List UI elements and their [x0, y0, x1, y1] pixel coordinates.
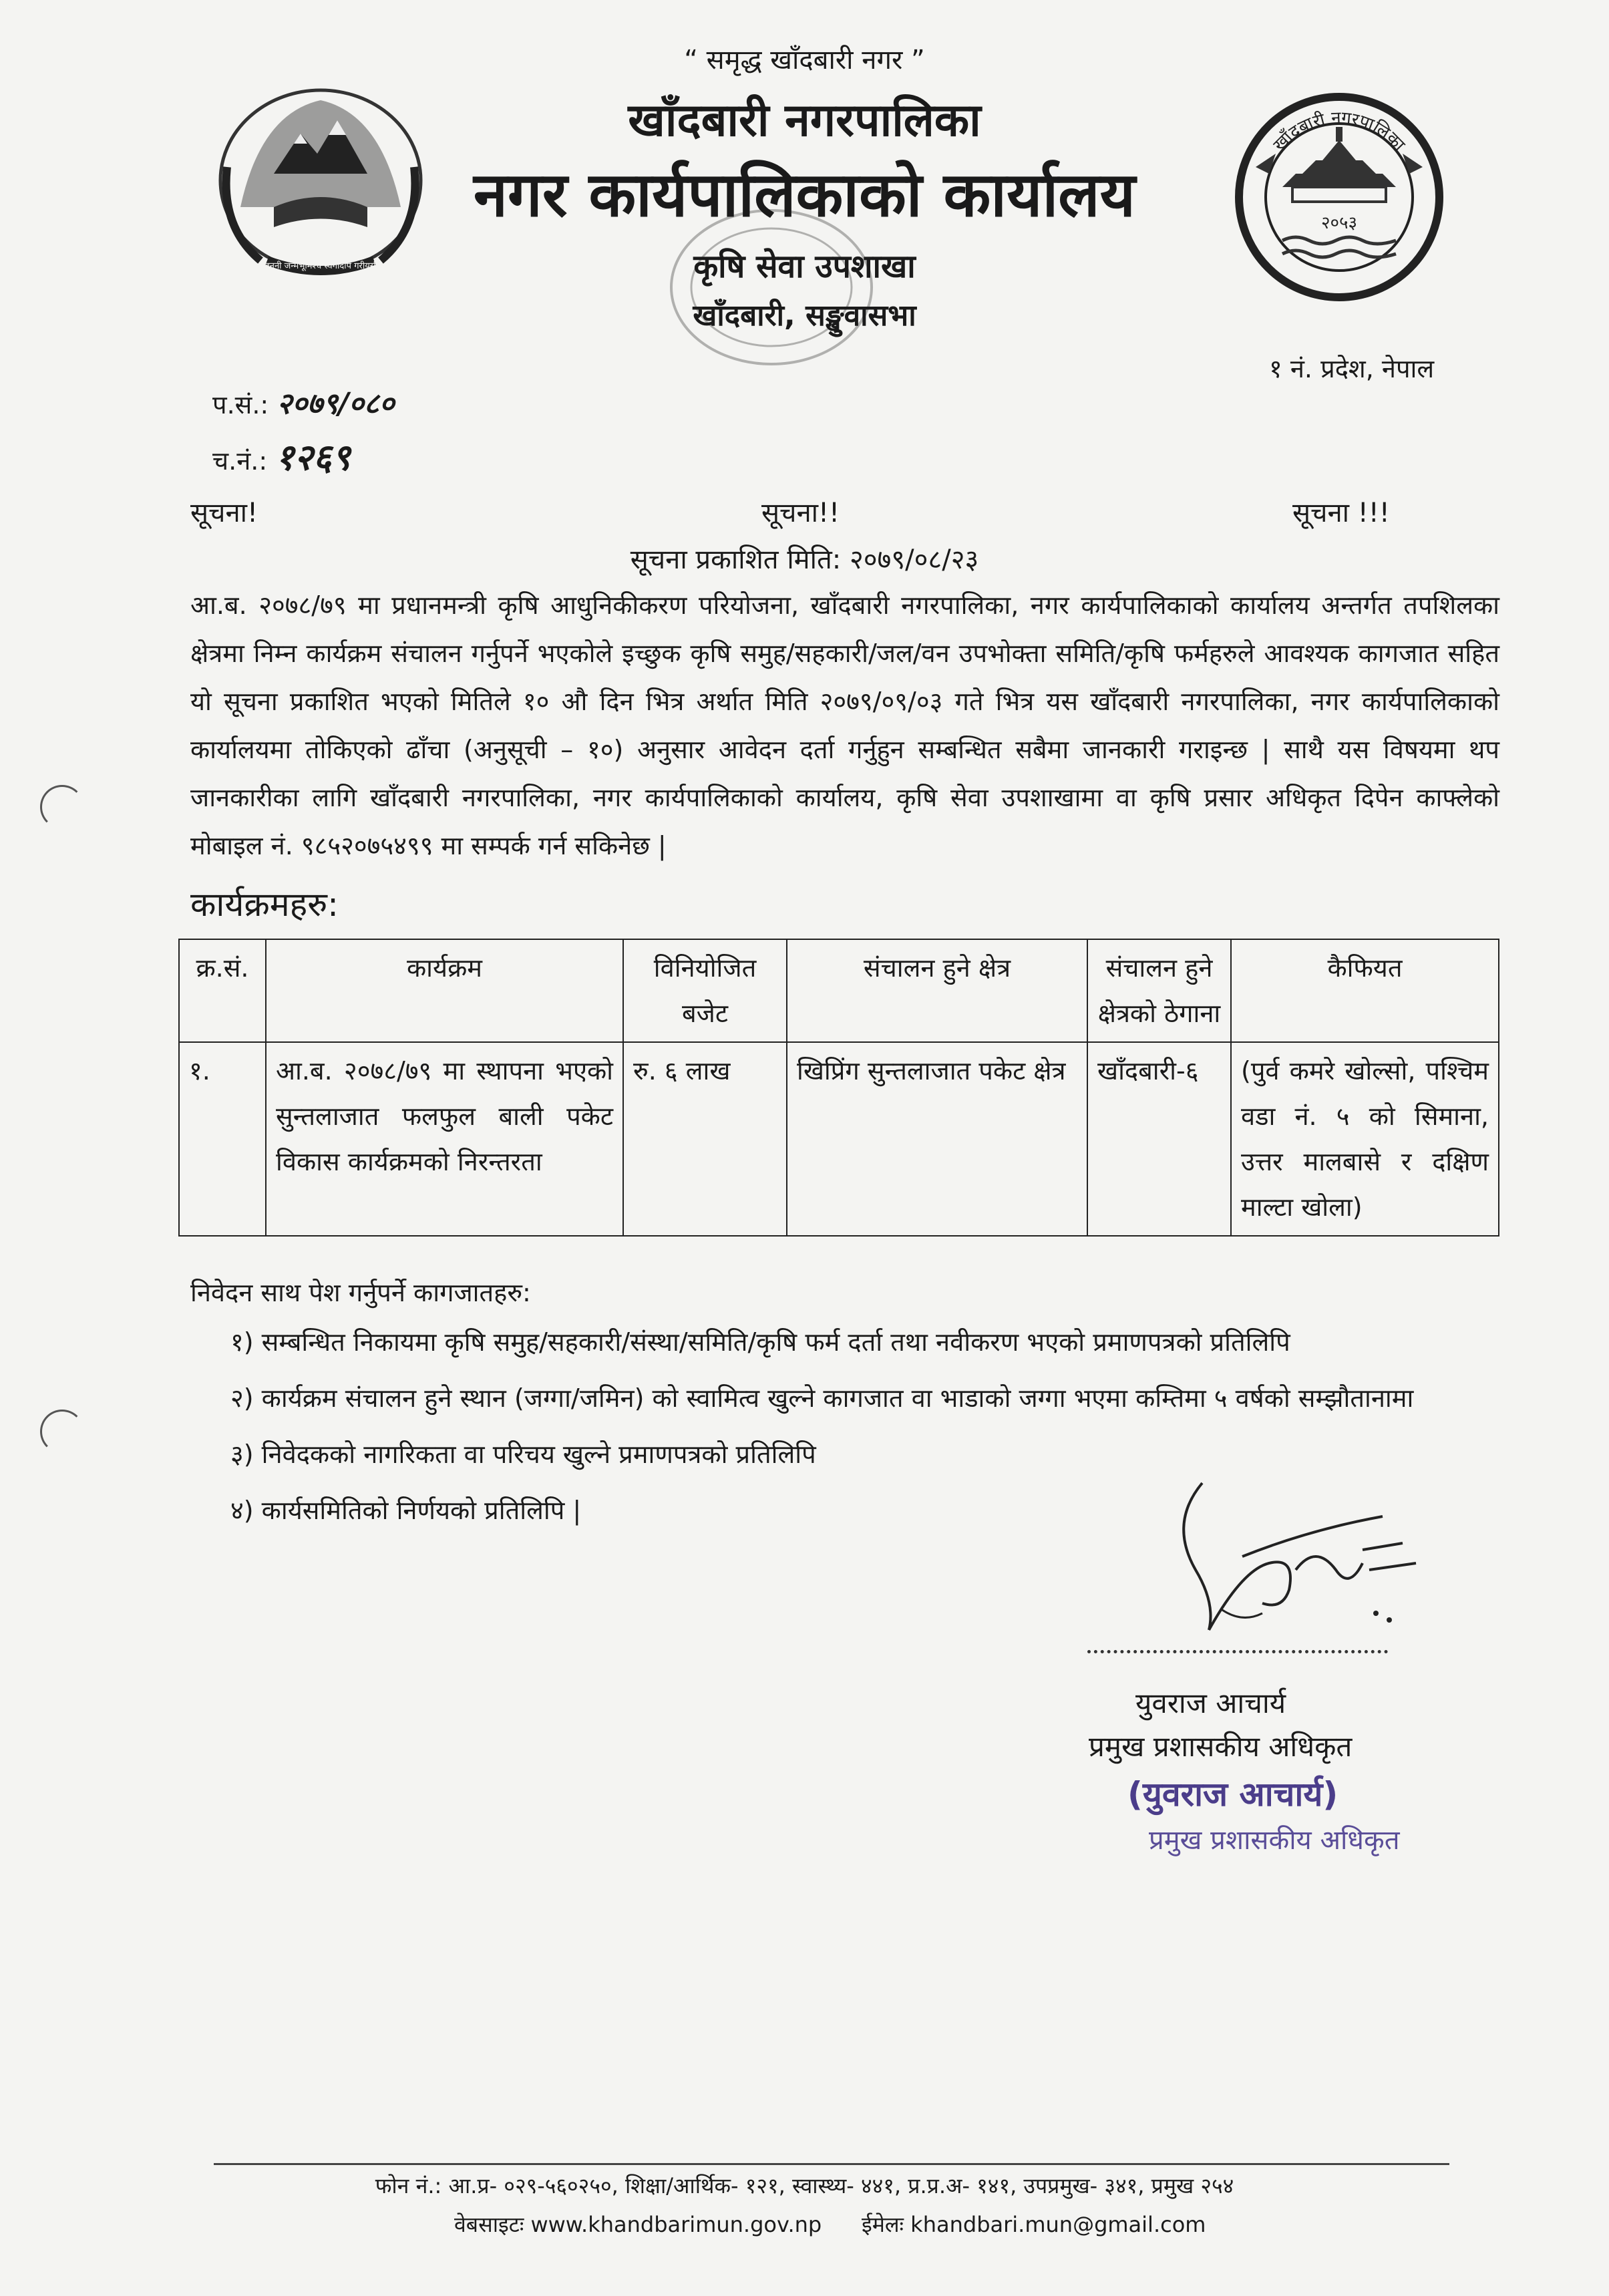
- dispatch-label: च.नं.:: [212, 446, 268, 476]
- cell-area: खिप्रिंग सुन्तलाजात पकेट क्षेत्र: [787, 1042, 1087, 1236]
- reference-label: प.सं.:: [212, 390, 269, 420]
- list-item: २) कार्यक्रम संचालन हुने स्थान (जग्गा/जमिन) को स्वामित्व खुल्ने कागजात वा भाडाको जग्गा भएमा कम्तिमा ५ वर्षको सम्झौतानामा: [230, 1383, 1414, 1413]
- notice-right: सूचना !!!: [1292, 498, 1390, 528]
- footer-divider: [214, 2163, 1449, 2165]
- table-row: [179, 1042, 1499, 1236]
- dispatch-value: १२६९: [275, 436, 351, 478]
- dispatch-number: [212, 431, 351, 480]
- footer-website: वेबसाइटः www.khandbarimun.gov.np: [454, 2212, 822, 2237]
- list-item: १) सम्बन्धित निकायमा कृषि समुह/सहकारी/संस्था/समिति/कृषि फर्म दर्ता तथा नवीकरण भएको प्रमाणपत्रको प्रतिलिपि: [230, 1327, 1290, 1357]
- table-header-row: [179, 939, 1499, 1042]
- logo-year: २०५३: [1320, 213, 1358, 233]
- signature-line: [1087, 1650, 1388, 1653]
- section-name: कृषि सेवा उपशाखा: [693, 248, 916, 285]
- province: १ नं. प्रदेश, नेपाल: [1269, 354, 1435, 383]
- stamp-name: (युवराज आचार्य): [1127, 1775, 1338, 1814]
- municipality-name: खाँदबारी नगरपालिका: [628, 94, 981, 147]
- signatory-title: प्रमुख प्रशासकीय अधिकृत: [1089, 1730, 1353, 1763]
- col-header-area: संचालन हुने क्षेत्र: [787, 939, 1087, 1042]
- cell-budget: रु. ६ लाख: [623, 1042, 787, 1236]
- col-header-budget: विनियोजित बजेट: [623, 939, 787, 1042]
- reference-value: २०७९/०८०: [277, 387, 395, 421]
- stamp-title: प्रमुख प्रशासकीय अधिकृत: [1149, 1825, 1400, 1856]
- cell-sn: १.: [179, 1042, 266, 1236]
- cell-remarks: (पुर्व कमरे खोल्सो, पश्चिम वडा नं. ५ को सिमाना, उत्तर मालबासे र दक्षिण माल्टा खोला): [1231, 1042, 1499, 1236]
- signature-scribble: [1162, 1470, 1443, 1643]
- list-item: ३) निवेदकको नागरिकता वा परिचय खुल्ने प्रमाणपत्रको प्रतिलिपि: [230, 1440, 816, 1469]
- office-title: नगर कार्यपालिकाको कार्यालय: [473, 159, 1136, 230]
- documents-heading: निवेदन साथ पेश गर्नुपर्ने कागजातहरु:: [190, 1278, 531, 1307]
- footer-email: ईमेलः khandbari.mun@gmail.com: [862, 2212, 1206, 2237]
- col-header-sn: क्र.सं.: [179, 939, 266, 1042]
- logo-arc-text: खाँदबारी नगरपालिका: [1269, 108, 1409, 156]
- office-address: खाँदबारी, सङ्खुवासभा: [693, 299, 916, 333]
- published-date: सूचना प्रकाशित मिति: २०७९/०८/२३: [630, 544, 979, 575]
- notice-center: सूचना!!: [761, 498, 840, 528]
- col-header-program: कार्यक्रम: [266, 939, 623, 1042]
- cell-program: आ.ब. २०७८/७९ मा स्थापना भएको सुन्तलाजात फलफुल बाली पकेट विकास कार्यक्रमको निरन्तरता: [266, 1042, 623, 1236]
- footer-phone: फोन नं.: आ.प्र- ०२९-५६०२५०, शिक्षा/आर्थिक- १२१, स्वास्थ्य- ४४१, प्र.प्र.अ- १४१, उपप्रमुख- ३४१, प्रमुख २५४: [375, 2173, 1234, 2198]
- emblem-ribbon-text: जननी जन्मभूमिश्च स्वर्गादपि गरीयसी: [263, 261, 378, 271]
- punch-hole: [40, 1410, 84, 1454]
- motto: “ समृद्ध खाँदबारी नगर ”: [684, 45, 925, 75]
- col-header-address: संचालन हुने क्षेत्रको ठेगाना: [1087, 939, 1231, 1042]
- programs-table: [178, 939, 1499, 1237]
- notice-left: सूचना!: [190, 498, 258, 528]
- cell-address: खाँदबारी-६: [1087, 1042, 1231, 1236]
- punch-hole: [40, 785, 84, 829]
- notice-body: आ.ब. २०७८/७९ मा प्रधानमन्त्री कृषि आधुनिकीकरण परियोजना, खाँदबारी नगरपालिका, नगर कार्यपालिकाको कार्यालय अन्तर्गत तपशिलका क्षेत्रमा निम्न कार्यक्रम संचालन गर्नुपर्ने भएकोले इच्छुक कृषि समुह/सहकारी/जल/वन उपभोक्ता समिति/कृषि फर्महरुले आवश्यक कागजात सहित यो सूचना प्रकाशित भएको मितिले १० औ दिन भित्र अर्थात मिति २०७९/०९/०३ गते भित्र यस खाँदबारी नगरपालिका, नगर कार्यपालिकाको कार्यालयमा तोकिएको ढाँचा (अनुसूची – १०) अनुसार आवेदन दर्ता गर्नुहुन सम्बन्धित सबैमा जानकारी गराइन्छ | साथै यस विषयमा थप जानकारीका लागि खाँदबारी नगरपालिका, नगर कार्यपालिकाको कार्यालय, कृषि सेवा उपशाखामा वा कृषि प्रसार अधिकृत दिपेन काफ्लेको मोबाइल नं. ९८५२०७५४९९ मा सम्पर्क गर्न सकिनेछ |: [190, 591, 1499, 860]
- programs-heading: कार्यक्रमहरु:: [190, 885, 339, 924]
- col-header-remarks: कैफियत: [1231, 939, 1499, 1042]
- signatory-name: युवराज आचार्य: [1135, 1687, 1286, 1719]
- list-item: ४) कार्यसमितिको निर्णयको प्रतिलिपि |: [230, 1496, 582, 1525]
- reference-number: [212, 382, 395, 422]
